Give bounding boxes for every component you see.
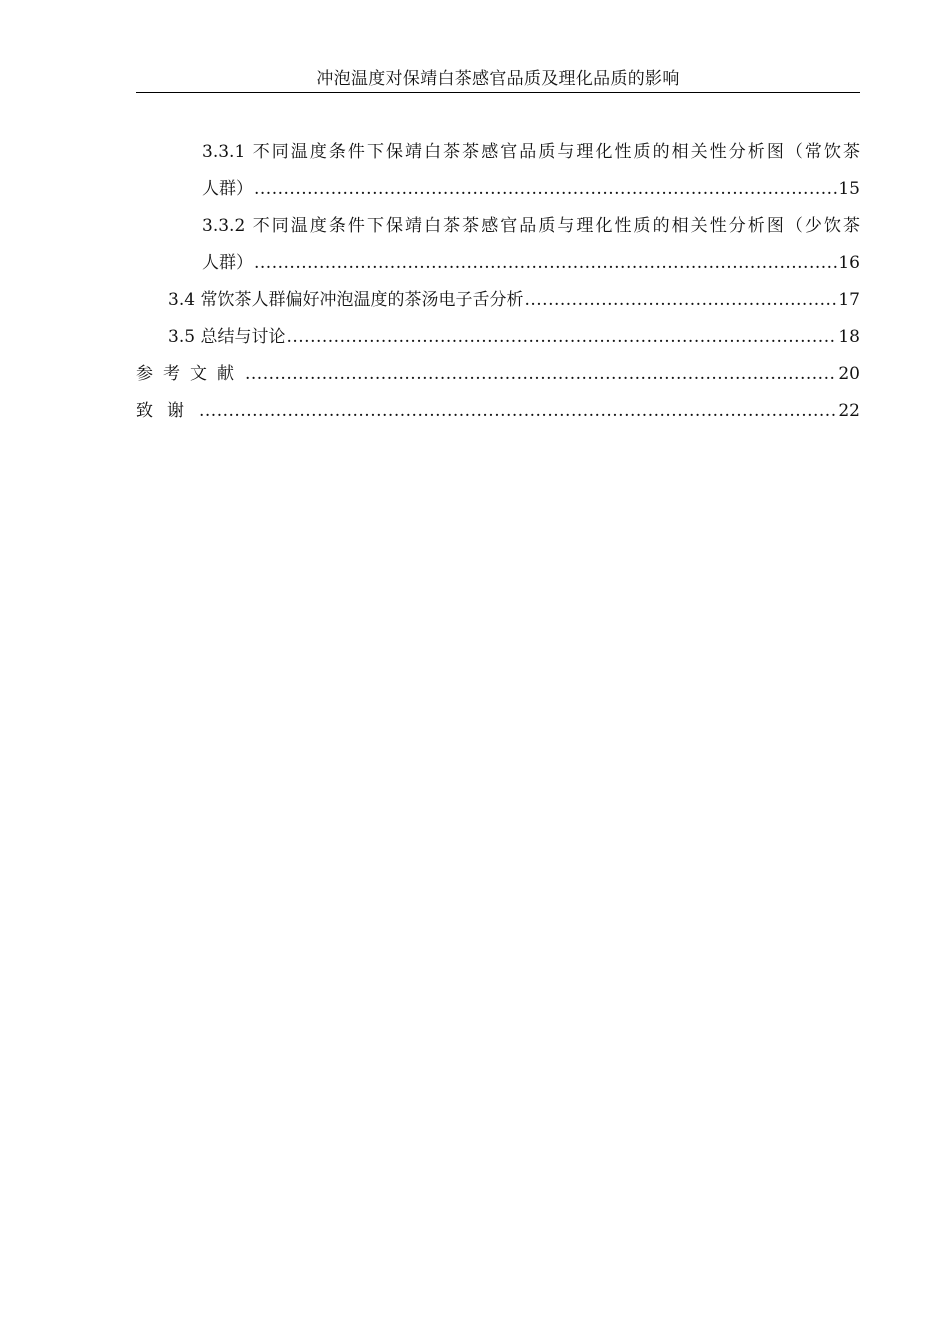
toc-entry-3-3-1[interactable]	[136, 134, 860, 208]
dot-leader	[286, 319, 837, 356]
toc-entry-3-3-1-label: 人群）	[202, 179, 253, 199]
toc-entry-3-3-2-line1: 3.3.2 不同温度条件下保靖白茶茶感官品质与理化性质的相关性分析图（少饮茶	[202, 216, 860, 236]
toc-entry-3-3-1-line2	[202, 171, 860, 208]
toc-entry-acknowledgements[interactable]	[136, 393, 860, 430]
table-of-contents	[136, 134, 860, 430]
toc-page-number: 16	[838, 253, 860, 273]
toc-entry-3-5-label: 3.5 总结与讨论	[168, 327, 286, 347]
page-header	[136, 66, 860, 93]
toc-entry-3-3-2[interactable]	[136, 208, 860, 282]
toc-entry-3-4-label: 3.4 常饮茶人群偏好冲泡温度的茶汤电子舌分析	[168, 290, 524, 310]
toc-entry-3-4[interactable]	[136, 282, 860, 319]
toc-references-label: 参考文献	[136, 364, 244, 384]
toc-entry-3-3-1-line1: 3.3.1 不同温度条件下保靖白茶茶感官品质与理化性质的相关性分析图（常饮茶	[202, 142, 860, 162]
dot-leader	[524, 282, 837, 319]
toc-page-number: 17	[838, 290, 860, 310]
dot-leader	[245, 356, 837, 393]
header-title: 冲泡温度对保靖白茶感官品质及理化品质的影响	[316, 69, 680, 89]
toc-entry-3-3-2-line2	[202, 245, 860, 282]
dot-leader	[254, 171, 837, 208]
toc-acknowledgements-label: 致谢	[136, 401, 198, 421]
toc-page-number: 22	[838, 401, 860, 421]
toc-entry-3-5[interactable]	[136, 319, 860, 356]
dot-leader	[199, 393, 837, 430]
toc-page-number: 18	[838, 327, 860, 347]
toc-page-number: 20	[838, 364, 860, 384]
toc-entry-3-3-2-label: 人群）	[202, 253, 253, 273]
toc-page-number: 15	[838, 179, 860, 199]
dot-leader	[254, 245, 837, 282]
toc-entry-references[interactable]	[136, 356, 860, 393]
